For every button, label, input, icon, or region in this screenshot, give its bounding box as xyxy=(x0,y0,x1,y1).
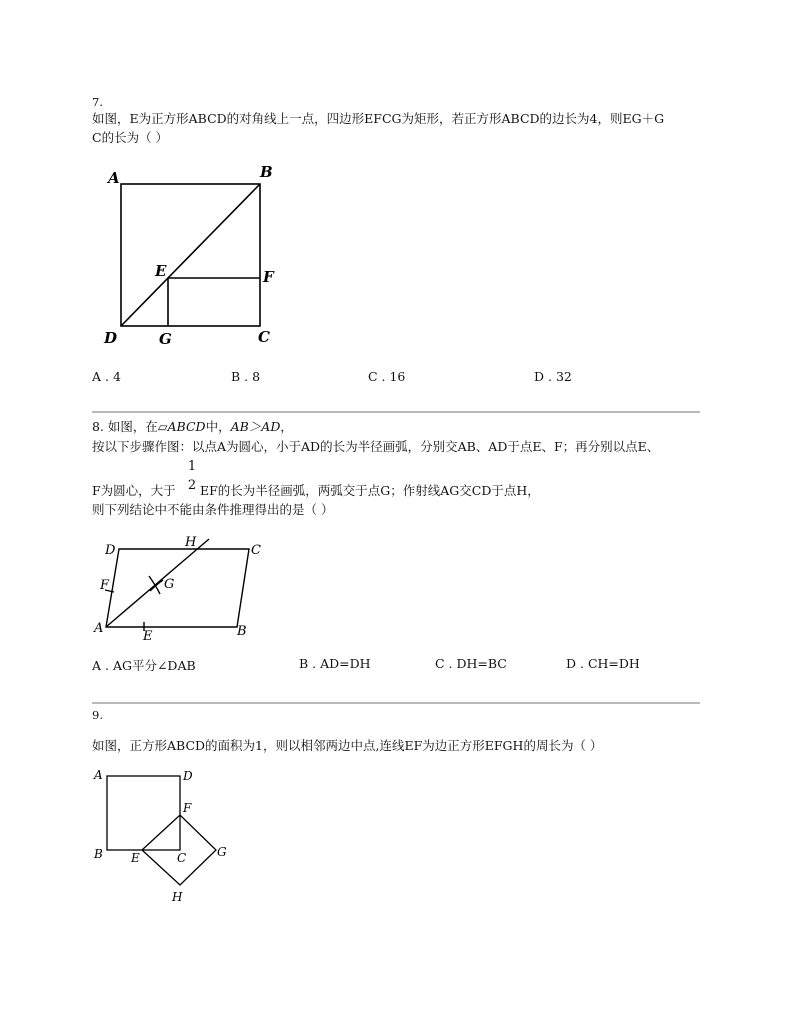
q7-option-c[interactable]: C . 16 xyxy=(368,369,406,384)
q7-label-f: F xyxy=(263,268,274,286)
q9-label-d: D xyxy=(183,769,193,783)
q8-label-d: D xyxy=(105,543,116,558)
q8-text-mid: 中， xyxy=(205,419,231,434)
q8-label-a: A xyxy=(94,621,104,636)
q8-number-text: 8. 如图，在 xyxy=(92,419,158,434)
q9-label-c: C xyxy=(177,851,187,865)
q8-name: ABCD xyxy=(167,419,206,434)
q8-line1 xyxy=(92,417,293,437)
q7-label-a: A xyxy=(108,169,120,187)
q8-line2: 按以下步骤作图：以点A为圆心，小于AD的长为半径画弧，分别交AB、AD于点E、F；再分别以点E、 xyxy=(92,439,660,454)
q9-label-e: E xyxy=(131,851,140,865)
q8-figure xyxy=(92,536,262,646)
q8-line4: 则下列结论中不能由条件推理得出的是（ ） xyxy=(92,502,334,517)
q8-label-c: C xyxy=(251,543,261,558)
q8-text-end: ， xyxy=(280,419,293,434)
q7-figure xyxy=(95,160,295,350)
q9-text: 如图，正方形ABCD的面积为1，则以相邻两边中点,连线EF为边正方形EFGH的周长为（ ） xyxy=(92,738,603,753)
q7-option-b[interactable]: B . 8 xyxy=(231,369,261,384)
q9-label-g: G xyxy=(217,845,227,859)
q9-square-abcd xyxy=(107,776,180,850)
q7-text-line1: 如图，E为正方形ABCD的对角线上一点，四边形EFCG为矩形，若正方形ABCD的边长为4，则EG＋G xyxy=(92,111,665,126)
q8-option-a[interactable]: A . AG平分∠DAB xyxy=(92,658,196,673)
q8-parallelogram-abcd xyxy=(106,549,249,627)
q9-number: 9. xyxy=(92,708,103,722)
q8-frac-num: 1 xyxy=(187,459,197,474)
q8-label-h: H xyxy=(185,536,197,550)
q8-line3-pre: F为圆心，大于 xyxy=(92,483,176,498)
q8-arc-2 xyxy=(150,580,163,591)
q7-text-line2: C的长为（ ） xyxy=(92,130,169,145)
q8-option-c[interactable]: C . DH=BC xyxy=(435,656,507,671)
q8-label-g: G xyxy=(164,577,175,592)
q9-figure xyxy=(88,764,238,909)
q7-diagonal-db xyxy=(121,184,260,326)
divider-2 xyxy=(92,702,700,704)
q8-label-e: E xyxy=(143,629,153,644)
q8-option-b[interactable]: B . AD=DH xyxy=(299,656,371,671)
q8-parallelogram-symbol: ▱ xyxy=(157,419,168,434)
divider-1 xyxy=(92,411,700,413)
q8-ray-ag xyxy=(106,539,209,627)
q8-condition: AB＞AD xyxy=(230,419,281,434)
q7-label-g: G xyxy=(159,330,172,348)
q7-label-b: B xyxy=(260,163,273,181)
q7-option-a[interactable]: A . 4 xyxy=(92,369,121,384)
q8-line3-post: EF的长为半径画弧，两弧交于点G；作射线AG交CD于点H， xyxy=(200,483,540,498)
q8-option-d[interactable]: D . CH=DH xyxy=(566,656,640,671)
q8-label-b: B xyxy=(237,624,247,639)
q9-label-f: F xyxy=(183,801,192,815)
q7-number: 7. xyxy=(92,95,103,109)
q9-label-b: B xyxy=(94,847,103,861)
q7-label-e: E xyxy=(155,262,167,280)
q7-label-d: D xyxy=(104,329,118,347)
q7-label-c: C xyxy=(258,328,270,346)
q9-label-a: A xyxy=(94,768,103,782)
q9-label-h: H xyxy=(172,890,183,904)
q8-frac-den: 2 xyxy=(187,478,197,493)
q8-label-f: F xyxy=(100,578,110,593)
q7-option-d[interactable]: D . 32 xyxy=(534,369,572,384)
